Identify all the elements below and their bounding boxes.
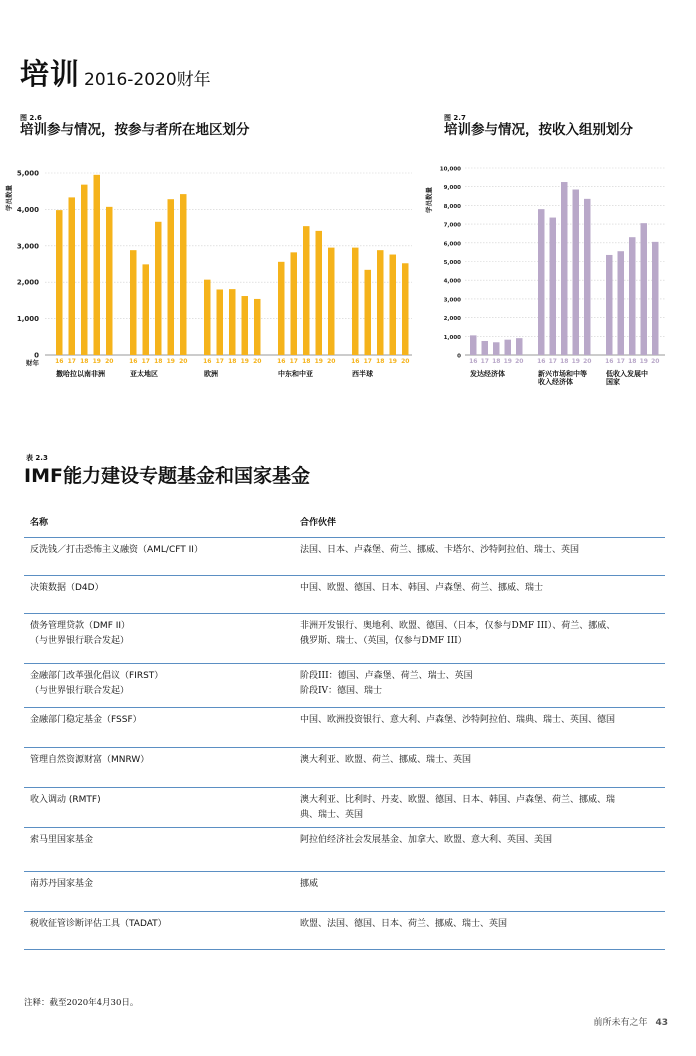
y-tick-label: 8,000 [443, 203, 461, 210]
fund-name-cell [30, 917, 300, 949]
bar [505, 340, 512, 355]
year-tick-label: 18 [302, 358, 311, 365]
bar [538, 209, 545, 355]
fund-name-line: 反洗钱／打击恐怖主义融资（AML/CFT II） [30, 545, 203, 555]
year-tick-label: 20 [651, 358, 660, 365]
partners-cell [300, 543, 665, 575]
bar [81, 185, 88, 355]
footer-text: 前所未有之年 [593, 1018, 648, 1028]
bar [365, 270, 372, 355]
fund-name-cell [30, 713, 300, 747]
year-tick-label: 16 [129, 358, 138, 365]
fund-name-cell [30, 877, 300, 911]
year-tick-label: 17 [141, 358, 150, 365]
table-label: 表 2.3 [26, 454, 48, 462]
figure-label-2-7: 图 2.7 [444, 114, 466, 122]
year-tick-label: 19 [92, 358, 101, 365]
partners-line: 阶段III：德国、卢森堡、荷兰、瑞士、英国 [300, 671, 473, 681]
y-tick-label: 7,000 [443, 222, 461, 229]
bar [229, 289, 236, 355]
fund-name-line: 决策数据（D4D） [30, 583, 104, 593]
bar [316, 231, 323, 355]
bar [561, 182, 568, 355]
group-label-line: 国家 [606, 378, 620, 386]
bar [155, 222, 162, 355]
bar [56, 210, 63, 355]
year-tick-label: 19 [388, 358, 397, 365]
footnote: 注释：截至2020年4月30日。 [24, 998, 139, 1008]
y-axis-label: 学员数量 [425, 187, 433, 213]
year-tick-label: 17 [616, 358, 625, 365]
partners-cell [300, 833, 665, 871]
year-tick-label: 18 [80, 358, 89, 365]
bar [390, 255, 397, 355]
bar [641, 223, 648, 355]
fund-name-cell [30, 619, 300, 663]
y-tick-label: 6,000 [443, 241, 461, 248]
bar [180, 194, 187, 355]
bar [254, 299, 261, 355]
fund-name-cell [30, 833, 300, 871]
fund-name-line: （与世界银行联合发起） [30, 686, 130, 696]
year-tick-label: 16 [351, 358, 360, 365]
table-row [24, 912, 665, 950]
figure-label-2-6: 图 2.6 [20, 114, 42, 122]
partners-cell [300, 713, 665, 747]
page-number: 43 [655, 1018, 668, 1028]
bar [143, 264, 150, 355]
funds-table [24, 510, 665, 950]
partners-cell [300, 753, 665, 787]
partners-cell [300, 793, 665, 827]
year-tick-label: 18 [492, 358, 501, 365]
bar [470, 335, 477, 355]
bar [130, 250, 137, 355]
bar [106, 207, 113, 355]
year-tick-label: 20 [327, 358, 336, 365]
bar [573, 190, 580, 355]
fund-name-cell [30, 669, 300, 707]
table-header-row [24, 510, 665, 538]
partners-line: 挪威 [300, 879, 319, 889]
group-label: 亚太地区 [130, 370, 158, 378]
year-tick-label: 17 [548, 358, 557, 365]
year-tick-label: 20 [583, 358, 592, 365]
chart-training-by-region [0, 150, 430, 390]
bar [204, 280, 211, 355]
bar [242, 296, 249, 355]
table-row [24, 788, 665, 828]
year-tick-label: 17 [480, 358, 489, 365]
y-tick-label: 5,000 [443, 260, 461, 266]
year-tick-label: 17 [67, 358, 76, 365]
fund-name-line: 收入调动 (RMTF) [30, 795, 101, 805]
year-tick-label: 19 [571, 358, 580, 365]
year-tick-label: 18 [228, 358, 237, 365]
bar [482, 341, 489, 355]
chart-training-by-income [420, 150, 690, 395]
year-tick-label: 16 [203, 358, 212, 365]
partners-line: 阶段IV：德国、瑞士 [300, 686, 383, 696]
bar [606, 255, 613, 355]
y-tick-label: 0 [34, 351, 39, 360]
y-tick-label: 10,000 [439, 166, 461, 173]
y-tick-label: 2,000 [443, 316, 461, 323]
fund-name-line: 金融部门稳定基金（FSSF） [30, 715, 142, 725]
bar [516, 338, 523, 355]
bar [352, 248, 359, 355]
year-tick-label: 16 [537, 358, 546, 365]
x-corner-label: 财年 [26, 359, 39, 367]
partners-line: 阿拉伯经济社会发展基金、加拿大、欧盟、意大利、英国、美国 [300, 835, 553, 845]
year-tick-label: 19 [166, 358, 175, 365]
bar [618, 251, 625, 355]
bar [168, 199, 175, 355]
table-title: IMF能力建设专题基金和国家基金 [24, 465, 310, 487]
year-tick-label: 18 [154, 358, 163, 365]
partners-line: 中国、欧洲投资银行、意大利、卢森堡、沙特阿拉伯、瑞典、瑞士、英国、德国 [300, 715, 616, 725]
year-tick-label: 20 [105, 358, 114, 365]
partners-line: 欧盟、法国、德国、日本、荷兰、挪威、瑞士、英国 [300, 919, 508, 929]
year-tick-label: 20 [253, 358, 262, 365]
group-label: 欧洲 [204, 370, 218, 378]
y-tick-label: 9,000 [443, 185, 461, 192]
year-tick-label: 19 [639, 358, 648, 365]
figure-title-2-7: 培训参与情况，按收入组别划分 [444, 122, 633, 138]
group-label-line: 低收入发展中 [606, 370, 648, 378]
partners-line: 澳大利亚、比利时、丹麦、欧盟、德国、日本、韩国、卢森堡、荷兰、挪威、瑞 [300, 795, 616, 805]
bar [550, 218, 557, 355]
year-tick-label: 20 [401, 358, 410, 365]
y-tick-label: 4,000 [443, 278, 461, 285]
bar [217, 289, 224, 355]
bar [493, 342, 500, 355]
fund-name-line: （与世界银行联合发起） [30, 636, 130, 646]
fund-name-line: 管理自然资源财富（MNRW） [30, 755, 150, 765]
table-row [24, 828, 665, 872]
table-row [24, 576, 665, 614]
table-row [24, 708, 665, 748]
partners-cell [300, 877, 665, 911]
partners-line: 法国、日本、卢森堡、荷兰、挪威、卡塔尔、沙特阿拉伯、瑞士、英国 [300, 545, 580, 555]
header-name: 名称 [30, 518, 49, 528]
fund-name-line: 税收征管诊断评估工具（TADAT） [30, 919, 167, 929]
fund-name-cell [30, 793, 300, 827]
y-tick-label: 3,000 [443, 297, 461, 304]
partners-line: 澳大利亚、欧盟、荷兰、挪威、瑞士、英国 [300, 755, 472, 765]
table-row [24, 538, 665, 576]
year-tick-label: 19 [503, 358, 512, 365]
header-partners: 合作伙伴 [300, 518, 337, 528]
partners-line: 非洲开发银行、奥地利、欧盟、德国、（日本，仅参与DMF III）、荷兰、挪威、 [300, 621, 616, 631]
year-tick-label: 18 [560, 358, 569, 365]
y-tick-label: 4,000 [16, 205, 39, 214]
group-label: 发达经济体 [470, 370, 505, 378]
group-label: 撒哈拉以南非洲 [56, 370, 105, 378]
group-label: 西半球 [352, 370, 373, 378]
table-row [24, 872, 665, 912]
group-label-line: 收入经济体 [538, 378, 573, 386]
fund-name-cell [30, 753, 300, 787]
partners-cell [300, 581, 665, 613]
y-tick-label: 1,000 [16, 315, 39, 324]
year-tick-label: 17 [215, 358, 224, 365]
bar [94, 175, 101, 355]
fund-name-line: 金融部门改革强化倡议（FIRST） [30, 671, 164, 681]
bar [303, 226, 310, 355]
year-tick-label: 20 [179, 358, 188, 365]
partners-cell [300, 669, 665, 707]
year-tick-label: 18 [376, 358, 385, 365]
y-tick-label: 5,000 [16, 169, 39, 178]
year-tick-label: 16 [605, 358, 614, 365]
fund-name-cell [30, 543, 300, 575]
partners-line: 中国、欧盟、德国、日本、韩国、卢森堡、荷兰、挪威、瑞士 [300, 583, 544, 593]
bar [291, 252, 298, 355]
table-row [24, 748, 665, 788]
table-row [24, 664, 665, 708]
partners-cell [300, 917, 665, 949]
page-subtitle: 2016-2020财年 [84, 70, 211, 90]
bar [278, 262, 285, 355]
partners-cell [300, 619, 665, 663]
y-axis-label: 学员数量 [5, 185, 13, 211]
bar [377, 250, 384, 355]
bar [69, 197, 76, 355]
group-label: 中东和中亚 [278, 370, 313, 378]
figure-title-2-6: 培训参与情况，按参与者所在地区划分 [20, 122, 250, 138]
fund-name-cell [30, 581, 300, 613]
y-tick-label: 1,000 [443, 334, 461, 341]
page-footer [593, 1015, 668, 1028]
fund-name-line: 索马里国家基金 [30, 835, 94, 845]
year-tick-label: 16 [55, 358, 64, 365]
bar [584, 199, 591, 355]
fund-name-line: 南苏丹国家基金 [30, 879, 94, 889]
partners-line: 俄罗斯、瑞士、（英国，仅参与DMF III） [300, 636, 467, 646]
year-tick-label: 20 [515, 358, 524, 365]
table-row [24, 614, 665, 664]
page-title: 培训 [20, 57, 81, 91]
year-tick-label: 18 [628, 358, 637, 365]
year-tick-label: 19 [240, 358, 249, 365]
bar [652, 242, 659, 355]
group-label-line: 新兴市场和中等 [538, 370, 587, 378]
year-tick-label: 19 [314, 358, 323, 365]
y-tick-label: 0 [457, 353, 461, 360]
year-tick-label: 17 [363, 358, 372, 365]
fund-name-line: 债务管理贷款（DMF II） [30, 621, 131, 631]
bar [402, 263, 409, 355]
bar [328, 248, 335, 355]
partners-line: 典、瑞士、英国 [300, 810, 364, 820]
y-tick-label: 2,000 [16, 278, 39, 287]
bar [629, 237, 636, 355]
year-tick-label: 16 [277, 358, 286, 365]
year-tick-label: 17 [289, 358, 298, 365]
y-tick-label: 3,000 [16, 242, 39, 251]
year-tick-label: 16 [469, 358, 478, 365]
table-body [24, 538, 665, 950]
